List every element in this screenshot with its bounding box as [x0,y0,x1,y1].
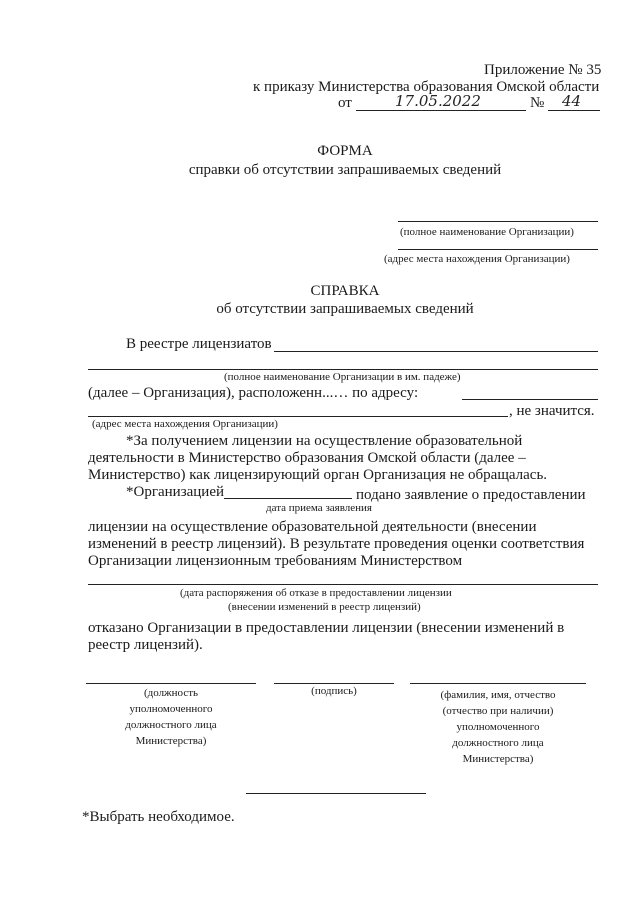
org-address-caption: (адрес места нахождения Организации) [384,253,570,265]
registry-name-line [274,351,598,352]
address-line-2 [88,416,508,417]
certificate-subtitle: об отсутствии запрашиваемых сведений [216,301,474,317]
order-reference: к приказу Министерства образования Омской области [253,79,600,95]
org-name-line [398,221,598,222]
signature-caption: (подпись) [311,685,357,697]
footnote: *Выбрать необходимое. [82,809,235,825]
name-caption-line: Министерства) [462,753,534,765]
signature-line [274,683,394,684]
name-caption-line: (фамилия, имя, отчество [440,689,556,701]
form-subtitle: справки об отсутствии запрашиваемых сведений [188,162,502,178]
position-caption-line: (должность [143,687,199,699]
appendix-number: Приложение № 35 [484,62,602,78]
bottom-line [246,793,426,794]
name-caption-line: уполномоченного [456,721,540,733]
refusal-date-line [88,584,598,585]
option1-line2: деятельности в Министерство образования Омской области (далее – [88,450,526,466]
hereinafter-text: (далее – Организация), расположенн...… по адресу: [88,385,419,401]
certificate-title: СПРАВКА [310,283,380,299]
refusal-caption-line1: (дата распоряжения об отказе в предоставлении лицензии [180,587,452,599]
handwritten-number: 44 [562,92,582,110]
registry-label: В реестре лицензиатов [126,336,272,352]
position-caption [86,685,256,749]
org-name-caption: (полное наименование Организации) [400,226,574,238]
registry-name-line-2 [88,369,598,370]
option2-prefix: *Организацией [126,484,225,500]
application-date-line [224,498,352,499]
position-line [86,683,256,684]
position-caption-line: должностного лица [125,719,217,731]
number-underline [548,110,600,111]
refusal-caption-line2: (внесении изменений в реестр лицензий) [228,601,421,613]
org-name-genitive-caption: (полное наименование Организации в им. падеже) [224,371,461,383]
name-caption [410,687,586,767]
option2-line2: лицензии на осуществление образовательной деятельности (внесении [88,519,537,535]
not-listed-text: , не значится. [509,403,595,419]
application-date-caption: дата приема заявления [266,502,372,514]
handwritten-date: 17.05.2022 [395,92,481,110]
refusal-line2: реестр лицензий). [88,637,203,653]
date-label: от [338,95,352,111]
option2-suffix: подано заявление о предоставлении [356,487,586,503]
position-caption-line: уполномоченного [129,703,213,715]
name-caption-line: (отчество при наличии) [442,705,554,717]
option1-line1: *За получением лицензии на осуществление образовательной [126,433,523,449]
name-line [410,683,586,684]
date-underline [356,110,526,111]
address-line-1 [462,399,598,400]
name-caption-line: должностного лица [452,737,544,749]
option1-line3: Министерство) как лицензирующий орган Организация не обращалась. [88,467,548,483]
refusal-line1: отказано Организации в предоставлении лицензии (внесении изменений в [88,620,565,636]
option2-line3: изменений в реестр лицензий). В результате проведения оценки соответствия [88,536,585,552]
form-title: ФОРМА [317,143,373,159]
number-label: № [530,95,545,111]
org-address-line [398,249,598,250]
address-caption: (адрес места нахождения Организации) [92,418,278,430]
option2-line4: Организации лицензионным требованиям Министерством [88,553,463,569]
position-caption-line: Министерства) [135,735,207,747]
